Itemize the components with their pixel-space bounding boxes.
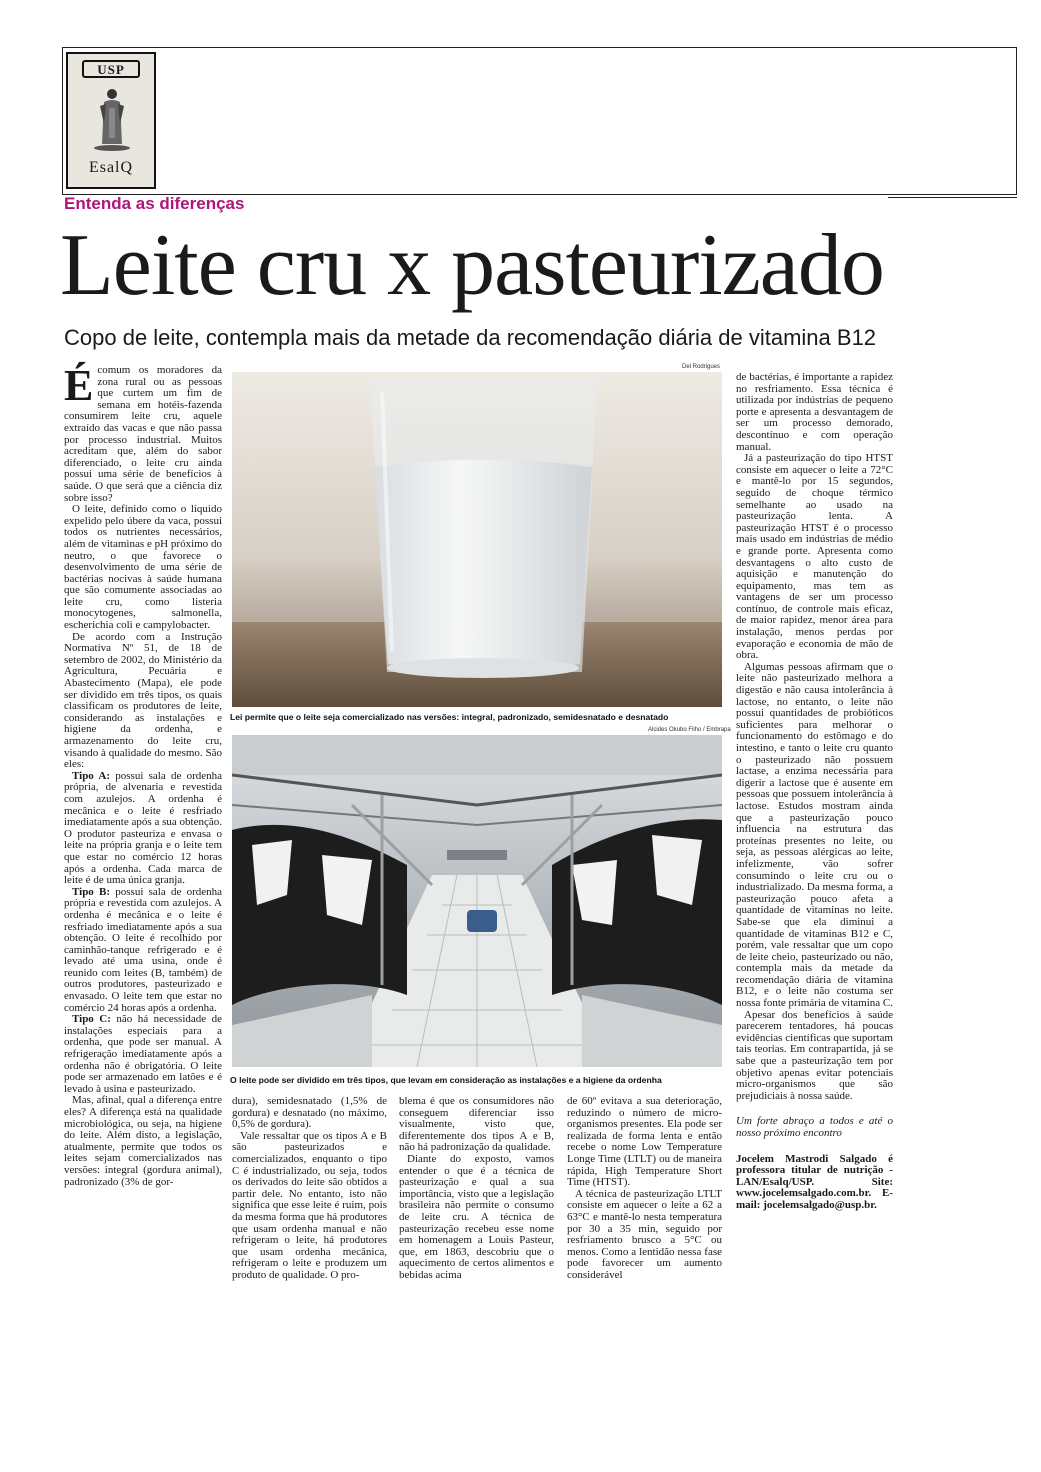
subheadline: Copo de leite, contempla mais da metade da recomendação diária de vitamina B12 [64,325,877,350]
statue-icon [88,84,136,152]
paragraph: Diante do exposto, vamos entender o que é a técnica de pasteurização e qual a sua importância, visto que a legislação brasileira não permite o consumo de leite cru. A técnica de pasteurização recebeu esse nome em homenagem a Louis Pasteur, que, em 1863, descobriu que o aquecimento de certos alimentos e bebidas acima [399,1152,554,1281]
photo-credit: Alcides Okubo Filho / Embrapa [648,727,731,733]
article-column-4 [567,1096,722,1282]
paragraph: Algumas pessoas afirmam que o leite não pasteurizado melhora a digestão e não causa intolerância à lactose, no entanto, o leite não possui quantidades de probióticos suficientes para melhorar o funcionamento do estômago e do intestino, e tanto o leite cru quanto o pasteurizado não possuem lactase, a enzima necessária para digerir a lactose que é ausente em pessoas que possuem intolerância à lactose. Estudos mostram ainda que a pasteurização pouco influencia na estrutura das proteínas presentes no leite, ou seja, as pessoas alérgicas ao leite, infelizmente, vão sofrer consumindo o leite cru ou o industrializado. Da mesma forma, a pasteurização pouco afeta a quantidade de vitaminas no leite. Sabe-se que ela diminui a quantidade de vitaminas B12 e C, porém, vale ressaltar que um copo de leite cheio, pasteurizado ou não, contempla mais da metade da recomendação diária de vitamina B12, e o leite não costuma ser nossa fonte primária de vitamina C. [736,660,894,1010]
article-column-2 [232,1096,387,1282]
section-divider [888,197,1017,198]
paragraph: de bactérias, é importante a rapidez no resfriamento. Essa técnica é utilizada por indústrias de pequeno porte e apresenta a desvantagem de ser um processo demorado, descontínuo e com operação manual. [736,371,893,453]
paragraph: Tipo B: possui sala de ordenha própria e revestida com azulejos. A ordenha é mecânica e o leite é resfriado imediatamente após a sua obtenção. O leite é recolhido por caminhão-tanque refrigerado e é levado até uma usina, onde é reunido com leites (B, também) de outros produtores, pasteurizado e envasado. O leite tem que estar no comércio 24 horas após a ordenha. [64,885,223,1014]
paragraph: Écomum os moradores da zona rural ou as pessoas que curtem um fim de semana em hotéis-fazenda consumirem leite cru, aquele extraído das vacas e que não passa por processo industrial. Muitos acreditam que, além do sabor diferenciado, o leite cru ainda possui uma série de benefícios à saúde. O que será que a ciência diz sobre isso? [64,361,222,504]
article-column-3 [399,1096,554,1282]
photo-caption: O leite pode ser dividido em três tipos, que levam em consideração as instalações e a higiene da ordenha [230,1075,662,1085]
paragraph: blema é que os consumidores não conseguem diferenciar isso visualmente, visto que, diferentemente dos tipos A e B, não há padronização da qualidade. [399,1095,554,1154]
article-column-1 [64,361,223,1188]
paragraph: Apesar dos benefícios à saúde parecerem tentadores, há poucas evidências científicas que suportam tais teorias. Em contrapartida, já se sabe que a pasteurização tem por objetivo apenas evitar potenciais micro-organismos que são prejudiciais à nossa saúde. [736,1008,893,1102]
paragraph: Mas, afinal, qual a diferença entre eles? A diferença está na qualidade microbiológica, ou seja, na higiene do leite. Além disto, a legislação, atualmente, permite que todos os leites sejam comercializados nas versões: integral (gordura animal), padronizado (3% de gor- [64,1094,222,1188]
drop-cap: É [64,361,94,410]
usp-esalq-logo [66,52,156,189]
paragraph: dura), semidesnatado (1,5% de gordura) e desnatado (no máximo, 0,5% de gordura). [232,1095,387,1131]
headline: Leite cru x pasteurizado [60,217,884,314]
paragraph: A técnica de pasteurização LTLT consiste em aquecer o leite a 62 a 63°C e mantê-lo nesta temperatura por 30 a 35 min, seguido por resfriamento brusco a 5°C ou menos. Como a lentidão nessa fase pode favorecer um aumento considerável [567,1187,722,1281]
paragraph: Tipo C: não há necessidade de instalações especiais para a ordenha, que pode ser manual. A refrigeração imediatamente após a ordenha não é obrigatória. O leite pode ser armazenado em latões e é levado à usina e pasteurizado. [64,1013,222,1095]
paragraph: De acordo com a Instrução Normativa Nº 51, de 18 de setembro de 2002, do Ministério da Agricultura, Pecuária e Abastecimento (Mapa), ele pode ser dividido em três tipos, os quais classificam os produtores de leite, considerando as instalações e higiene da ordenha, e armazenamento do leite cru, visando à qualidade do mesmo. São eles: [64,630,222,771]
section-label: Entenda as diferenças [64,194,245,213]
logo-usp-text: USP [82,60,140,78]
paragraph: de 60º evitava a sua deterioração, reduzindo o número de micro-organismos presentes. Ela pode ser realizada de forma lenta e então recebe o nome Low Temperature Longe Time (LTLT) ou de maneira rápida, High Temperature Short Time (HTST). [567,1095,722,1189]
author-signature: Jocelem Mastrodi Salgado é professora titular de nutrição - LAN/Esalq/USP. Site: www.jocelemsalgado.com.br. E-mail: jocelemsalgado@usp.br. [736,1152,893,1211]
article-column-5 [736,372,893,1212]
closing-line: Um forte abraço a todos e até o nosso próximo encontro [736,1115,893,1139]
photo-credit: Del Rodrigues [682,364,721,370]
masthead-frame [62,47,1017,195]
paragraph: Tipo A: possui sala de ordenha própria, de alvenaria e revestida com azulejos. A ordenha é mecânica e o leite é resfriado imediatamente após a sua obtenção. O produtor pasteuriza e envasa o leite na própria granja e o leite tem que estar no comércio 12 horas após a ordenha. Cada marca de leite é de uma única granja. [64,769,223,887]
milking-parlour-photo [232,735,722,1067]
logo-esalq-text: EsalQ [88,159,134,176]
paragraph: O leite, definido como o líquido expelido pelo úbere da vaca, possui todos os nutrientes necessários, além de vitaminas e pH próximo do neutro, o que favorece o desenvolvimento de uma série de bactérias nocivas à saúde humana que são comumente associadas ao leite cru, como listeria monocytogenes, salmonella, escherichia coli e campylobacter. [64,503,222,632]
paragraph: Já a pasteurização do tipo HTST consiste em aquecer o leite a 72°C e mantê-lo por 15 segundos, seguido de choque térmico semelhante ao usado na pasteurização lenta. A pasteurização HTST é o processo mais usado em indústrias de médio e grande porte. Apresenta como desvantagens o alto custo de aquisição e manutenção do equipamento, mas tem as vantagens de ser um processo contínuo, de controle mais eficaz, de maior rapidez, menor área para instalação, menos perdas por evaporação e economia de mão de obra. [736,452,893,662]
paragraph: Vale ressaltar que os tipos A e B são pasteurizados e comercializados, enquanto o tipo C é industrializado, ou seja, todos os derivados do leite são obtidos a partir dele. No entanto, isto não significa que esse leite é ruim, pois da mesma forma que há produtores que usam ordenha manual e não refrigeram o leite, há produtores que usam ordenha mecânica, refrigeram o leite e produzem um produto de qualidade. O pro- [232,1129,387,1281]
photo-caption: Lei permite que o leite seja comercializado nas versões: integral, padronizado, semidesnatado e desnatado [230,712,669,722]
milk-glass-photo [232,372,722,707]
